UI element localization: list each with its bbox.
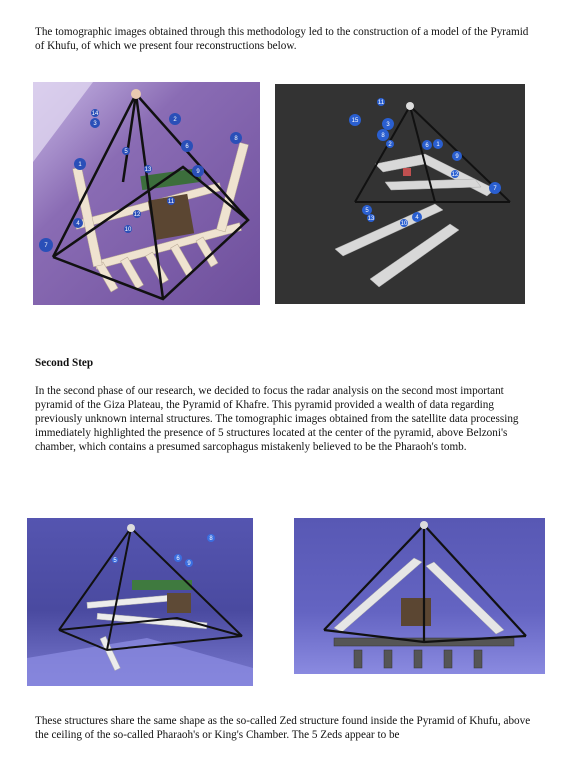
closing-paragraph: These structures share the same shape as the so-called Zed structure found inside the Pyramid of Khufu, above the ceiling of the so-called Pharaoh's or King's Chamber. The 5 Zeds appear to be (35, 715, 531, 741)
svg-text:5: 5 (124, 149, 128, 155)
svg-text:1: 1 (436, 142, 440, 148)
svg-text:3: 3 (386, 122, 390, 128)
intro-paragraph: The tomographic images obtained through this methodology led to the construction of a model of the Pyramid of Khufu, of which we present four reconstructions below. (35, 26, 529, 52)
svg-text:7: 7 (44, 243, 48, 249)
svg-text:5: 5 (113, 558, 117, 564)
svg-text:6: 6 (185, 144, 189, 150)
svg-text:2: 2 (388, 142, 392, 148)
svg-text:8: 8 (234, 136, 238, 142)
svg-text:9: 9 (187, 561, 191, 567)
svg-text:9: 9 (196, 169, 200, 175)
svg-text:1: 1 (78, 162, 82, 168)
pyramid-reconstruction-image-2 (275, 84, 525, 304)
svg-text:4: 4 (76, 221, 80, 227)
svg-text:8: 8 (381, 133, 385, 139)
pyramid-reconstruction-image-4 (294, 518, 545, 674)
svg-text:12: 12 (133, 212, 141, 218)
svg-text:7: 7 (493, 186, 497, 192)
svg-text:3: 3 (93, 121, 97, 127)
svg-text:5: 5 (365, 208, 369, 214)
svg-text:6: 6 (425, 143, 429, 149)
pyramid-reconstruction-image-3 (27, 518, 253, 686)
svg-text:11: 11 (167, 199, 175, 205)
svg-text:8: 8 (209, 536, 213, 542)
svg-text:4: 4 (415, 215, 419, 221)
svg-text:10: 10 (124, 227, 132, 233)
section-body-paragraph: In the second phase of our research, we decided to focus the radar analysis on the second most important pyramid of the Giza Plateau, the Pyramid of Khafre. This pyramid provided a wealth of data regarding previously unknown internal structures. The tomographic images obtained from the satellite data processing immediately highlighted the presence of 5 structures located at the center of the pyramid, above Belzoni's chamber, which contains a presumed sarcophagus mistakenly believed to be the Pharaoh's tomb. (35, 385, 519, 453)
svg-text:13: 13 (367, 216, 375, 222)
svg-text:11: 11 (377, 100, 385, 106)
svg-text:15: 15 (351, 118, 359, 124)
svg-text:13: 13 (144, 167, 152, 173)
section-heading: Second Step (35, 357, 94, 369)
svg-text:2: 2 (173, 117, 177, 123)
svg-text:14: 14 (91, 111, 99, 117)
svg-text:9: 9 (455, 154, 459, 160)
svg-text:12: 12 (451, 172, 459, 178)
pyramid-reconstruction-image-1 (33, 82, 260, 305)
svg-text:10: 10 (400, 221, 408, 227)
svg-text:6: 6 (176, 556, 180, 562)
